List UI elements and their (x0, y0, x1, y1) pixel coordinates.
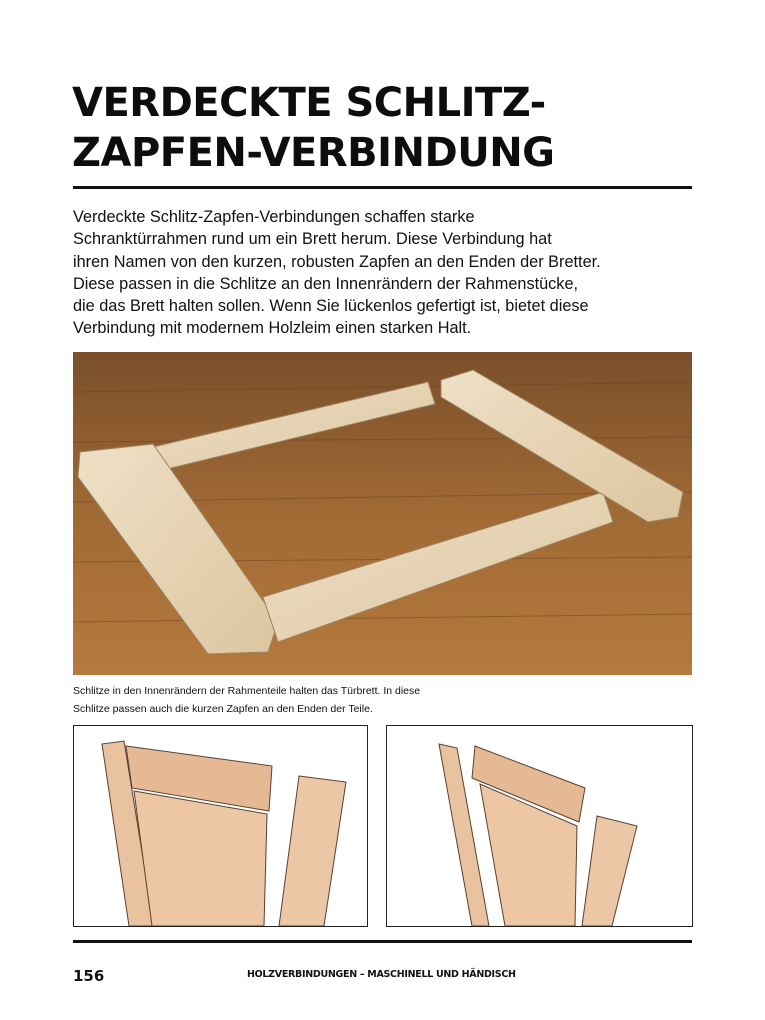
body-line: ihren Namen von den kurzen, robusten Zapfen an den Enden der Bretter. (73, 252, 601, 271)
title-divider (73, 186, 692, 189)
body-line: Schranktürrahmen rund um ein Brett herum. Diese Verbindung hat (73, 230, 552, 249)
footer-divider (73, 940, 692, 943)
title-line: ZAPFEN-VERBINDUNG (72, 130, 555, 176)
body-line: die das Brett halten sollen. Wenn Sie lückenlos gefertigt ist, bietet diese (73, 297, 589, 316)
body-line: Verdeckte Schlitz-Zapfen-Verbindungen schaffen starke (73, 208, 475, 226)
page-title (72, 78, 712, 178)
page-number: 156 (73, 967, 105, 985)
caption-line: Schlitze passen auch die kurzen Zapfen an den Enden der Teile. (73, 703, 373, 715)
caption-line: Schlitze in den Innenrändern der Rahmenteile halten das Türbrett. In diese (73, 685, 421, 697)
running-footer-title: HOLZVERBINDUNGEN – MASCHINELL UND HÄNDISCH (247, 969, 516, 980)
illustration-assembled (73, 725, 368, 927)
photo-caption (73, 682, 420, 718)
body-line: Verbindung mit modernem Holzleim einen starken Halt. (73, 319, 472, 338)
body-line: Diese passen in die Schlitze an den Innenrändern der Rahmenstücke, (73, 274, 579, 293)
frame-photo (73, 352, 692, 675)
title-line: VERDECKTE SCHLITZ- (72, 80, 546, 126)
body-text (73, 206, 698, 340)
illustration-exploded (386, 725, 693, 927)
